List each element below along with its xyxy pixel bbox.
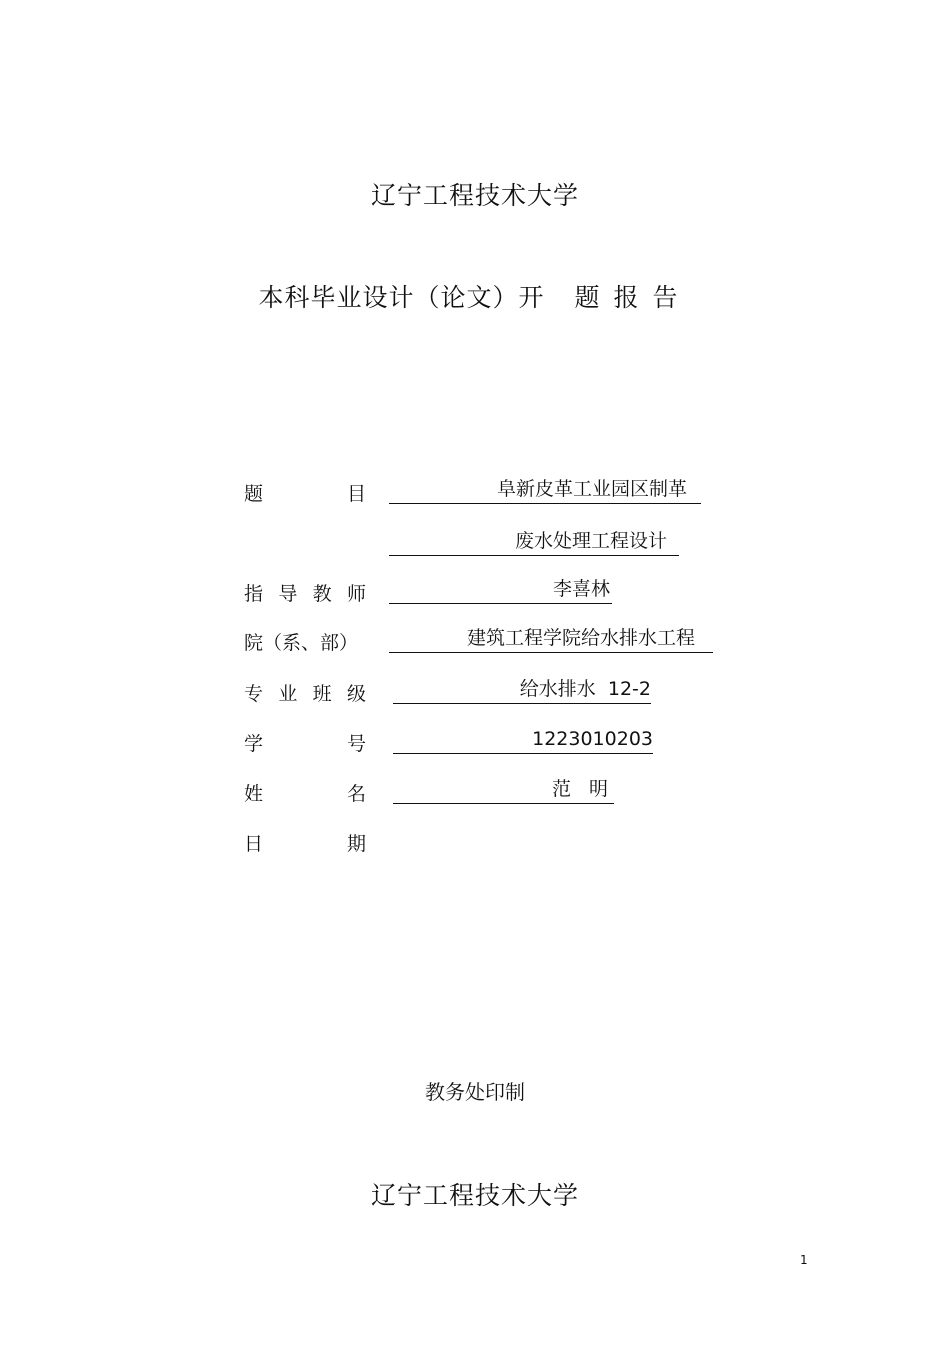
topic-value-line2 — [389, 529, 679, 556]
school-label: 院（系、部） — [244, 632, 359, 654]
advisor-label-char: 教 — [312, 583, 332, 605]
name-label — [244, 779, 366, 806]
name-text: 范 明 — [551, 778, 614, 800]
class-label-char: 级 — [346, 683, 366, 705]
report-title-tail: 题报告 — [574, 283, 692, 312]
name-value — [393, 777, 614, 804]
report-title-main: 本科毕业设计（论文）开 — [258, 283, 545, 312]
university-title: 辽宁工程技术大学 — [370, 181, 579, 210]
class-label-char: 专 — [244, 683, 264, 705]
advisor-label-char: 导 — [278, 583, 298, 605]
advisor-label-char: 师 — [346, 583, 366, 605]
student-id-label-char: 号 — [346, 733, 366, 755]
advisor-value — [389, 577, 612, 604]
advisor-label-char: 指 — [244, 583, 264, 605]
school-value — [389, 626, 713, 653]
name-label-char: 名 — [346, 783, 366, 805]
topic-label-char: 目 — [346, 483, 366, 505]
date-label — [244, 829, 366, 856]
topic-label — [244, 479, 366, 506]
topic-line2-text: 废水处理工程设计 — [514, 530, 667, 552]
class-text: 给水排水 12-2 — [519, 678, 651, 700]
student-id-label-char: 学 — [244, 733, 264, 755]
printed-by-office: 教务处印制 — [425, 1080, 525, 1104]
date-label-char: 日 — [244, 833, 264, 855]
report-title — [0, 278, 950, 314]
school-text: 建筑工程学院给水排水工程 — [466, 627, 695, 649]
topic-label-char: 题 — [244, 483, 264, 505]
student-id-value — [393, 727, 653, 754]
class-value — [393, 677, 651, 704]
class-label — [244, 679, 366, 706]
date-label-char: 期 — [346, 833, 366, 855]
student-id-label — [244, 729, 366, 756]
topic-line1-text: 阜新皮革工业园区制革 — [496, 478, 687, 500]
class-label-char: 班 — [312, 683, 332, 705]
topic-value-line1 — [389, 477, 701, 504]
page-number: 1 — [800, 1253, 808, 1267]
student-id-text: 1223010203 — [532, 728, 653, 750]
name-label-char: 姓 — [244, 783, 264, 805]
advisor-label — [244, 579, 366, 606]
class-label-char: 业 — [278, 683, 298, 705]
university-title-repeat: 辽宁工程技术大学 — [370, 1181, 579, 1210]
advisor-text: 李喜林 — [552, 578, 610, 600]
